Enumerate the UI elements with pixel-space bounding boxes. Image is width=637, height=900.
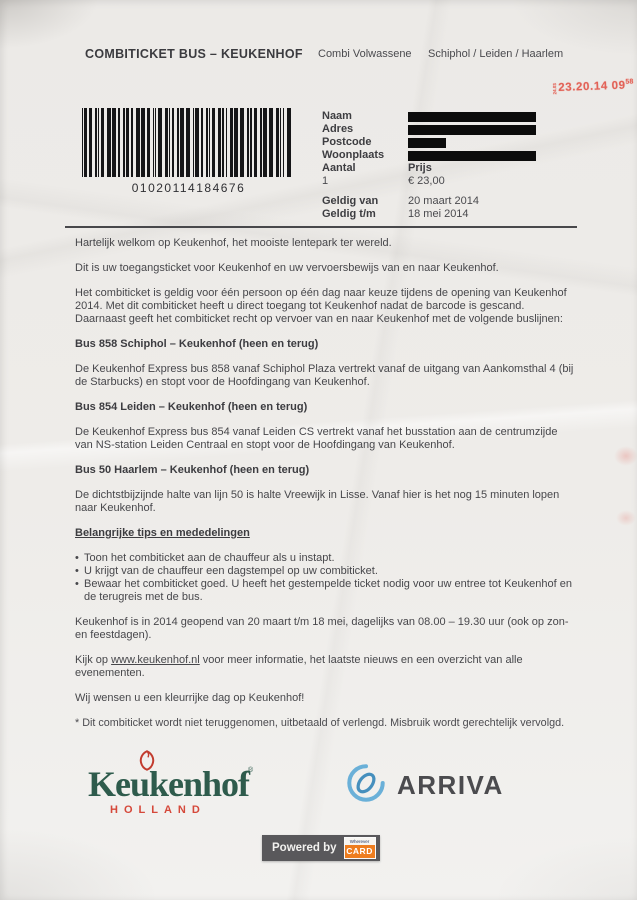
geldig-van-value: 20 maart 2014	[408, 195, 479, 207]
field-row-geldig-tm	[322, 208, 582, 221]
tips-list	[75, 552, 578, 604]
field-row-woonplaats	[322, 149, 582, 162]
website-pre-text: Kijk op	[75, 654, 112, 666]
registered-mark: ®	[248, 767, 254, 774]
arriva-logo	[345, 762, 504, 809]
route-list-label: Schiphol / Leiden / Haarlem	[428, 48, 564, 60]
bus-854-text: De Keukenhof Express bus 854 vanaf Leiden CS vertrekt vanaf het busstation aan de centrumzijde van NS-station Leiden Centraal en stopt voor de Hoofdingang van Keukenhof.	[75, 426, 558, 451]
prijs-label: Prijs	[408, 162, 432, 174]
footnote-text: * Dit combiticket wordt niet teruggenomen, uitbetaald of verlengd. Misbruik wordt gerechtelijk vervolgd.	[75, 717, 565, 729]
postcode-redaction-bar	[408, 138, 446, 148]
geldig-tm-value: 18 mei 2014	[408, 208, 469, 220]
aantal-label: Aantal	[322, 162, 356, 174]
geldig-tm-label: Geldig t/m	[322, 208, 376, 220]
adres-redaction-bar	[408, 125, 536, 135]
powered-by-bar	[262, 835, 380, 861]
paper-smudge	[614, 446, 637, 466]
holland-subtitle: HOLLAND	[110, 804, 206, 816]
barcode-number: 01020114184676	[131, 181, 246, 195]
opening-hours-text: Keukenhof is in 2014 geopend van 20 maart t/m 18 mei, dagelijks van 08.00 – 19.30 uur (ook op zon- en feestdagen).	[75, 616, 569, 641]
website-url: www.keukenhof.nl	[111, 654, 200, 666]
fare-type-label: Combi Volwassene	[318, 48, 412, 60]
bus-858-text: De Keukenhof Express bus 858 vanaf Schiphol Plaza vertrekt vanaf de uitgang van Aankomsthal 4 (bij de Starbucks) en stopt voor de Hoofdingang van Keukenhof.	[75, 363, 574, 388]
bus-854-heading: Bus 854 Leiden – Keukenhof (heen en terug)	[75, 401, 308, 413]
aantal-value: 1	[322, 175, 329, 187]
bus-50-heading: Bus 50 Haarlem – Keukenhof (heen en terug)	[75, 464, 310, 476]
intro-text: Dit is uw toegangsticket voor Keukenhof en uw vervoersbewijs van en naar Keukenhof.	[75, 262, 499, 274]
ticket-body-text	[75, 237, 578, 742]
website-sentence	[75, 654, 578, 680]
barcode	[82, 108, 295, 177]
woonplaats-label: Woonplaats	[322, 149, 385, 161]
field-row-postcode	[322, 136, 582, 149]
ticket-title: COMBITICKET BUS – KEUKENHOF	[85, 47, 303, 61]
stamp-main-text: 23.20.14 09	[558, 79, 626, 94]
tip-item: • U krijgt van de chauffeur een dagstempel op uw combiticket.	[75, 565, 578, 578]
ticket-holder-fields	[322, 110, 582, 221]
keukenhof-logo	[88, 749, 256, 819]
keukenhof-wordmark: Keukenhof	[88, 764, 250, 804]
stamp-superscript: 58	[625, 78, 634, 86]
prijs-value: € 23,00	[408, 175, 445, 187]
arriva-wordmark: ARRIVA	[397, 770, 504, 800]
tip-item: • Bewaar het combiticket goed. U heeft het gestempelde ticket nodig voor uw entree tot Keukenhof en de terugreis met de bus.	[75, 578, 578, 604]
paper-smudge	[616, 510, 636, 526]
wherever-card-logo	[344, 837, 376, 859]
validity-text: Het combiticket is geldig voor één persoon op één dag naar keuze tijdens de opening van Keukenhof 2014. Met dit combiticket heeft u direct toegang tot Keukenhof nadat de barcode is gescand. Daarnaast geeft het combiticket recht op vervoer van en naar Keukenhof met de volgende buslijnen:	[75, 287, 567, 325]
geldig-van-label: Geldig van	[322, 195, 379, 207]
closing-text: Wij wensen u een kleurrijke dag op Keukenhof!	[75, 692, 305, 704]
field-row-geldig-van	[322, 195, 582, 208]
field-row-naam	[322, 110, 582, 123]
tip-item: • Toon het combiticket aan de chauffeur als u instapt.	[75, 552, 578, 565]
woonplaats-redaction-bar	[408, 151, 536, 161]
website-post-text: voor meer informatie, het laatste nieuws en een overzicht van alle evenementen.	[75, 654, 523, 679]
field-row-aantal-prijs	[322, 162, 582, 175]
arriva-swirl-icon	[345, 762, 387, 809]
powered-by-label: Powered by	[272, 842, 337, 854]
welcome-text: Hartelijk welkom op Keukenhof, het mooiste lentepark ter wereld.	[75, 237, 392, 249]
bus-50-text: De dichtstbijzijnde halte van lijn 50 is halte Vreewijk in Lisse. Vanaf hier is het nog 15 minuten lopen naar Keukenhof.	[75, 489, 560, 514]
red-date-stamp	[549, 79, 634, 95]
horizontal-divider	[65, 226, 577, 228]
postcode-label: Postcode	[322, 136, 372, 148]
bus-858-heading: Bus 858 Schiphol – Keukenhof (heen en terug)	[75, 338, 319, 350]
field-row-adres	[322, 123, 582, 136]
field-row-aantal-prijs-values	[322, 175, 582, 188]
stamp-side-text: 24.03	[551, 82, 558, 95]
fields-spacer	[322, 188, 582, 195]
card-brand-top: Wherever	[345, 838, 375, 845]
naam-redaction-bar	[408, 112, 536, 122]
tips-heading: Belangrijke tips en mededelingen	[75, 527, 250, 539]
card-brand-bottom: CARD	[346, 846, 373, 856]
naam-label: Naam	[322, 110, 352, 122]
adres-label: Adres	[322, 123, 354, 135]
